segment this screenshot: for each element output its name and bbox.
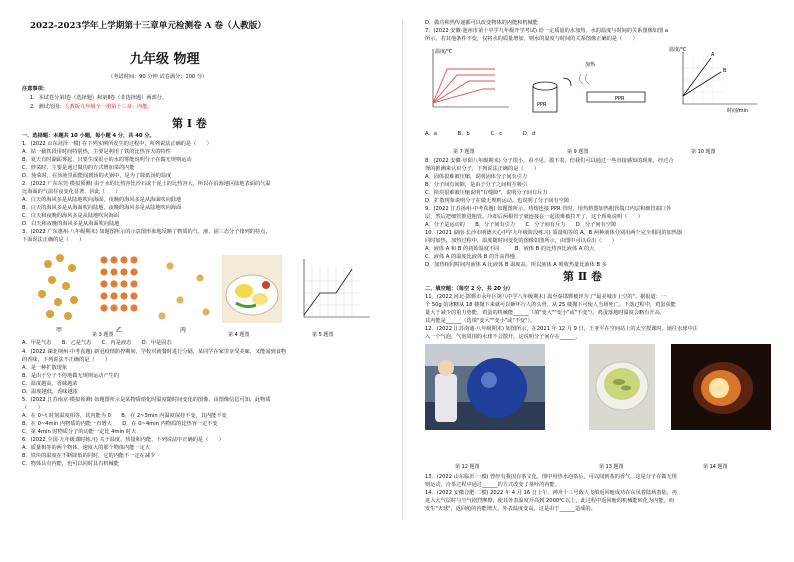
figure-label-yi: 乙 xyxy=(116,327,123,334)
fig5-caption: 第 5 题图 xyxy=(312,332,334,338)
q8-option-b: B．分子间有间隙，是由于分子之间相互吸引 xyxy=(425,182,528,188)
q7-stem: 7．(2022 安徽·池州市第十中学九年级开学考试) 给一定质量的水加热，水的温度与时间的关系图像如图 a xyxy=(425,28,669,34)
molecule-figure xyxy=(30,244,220,336)
molecule-group-c xyxy=(158,262,209,319)
q3-stem: 3．(2022 广东惠州·八年级期末) 如题图所示的示意图形象地反映了物质的气、液、固三态分子排列的特点， xyxy=(22,229,271,235)
fig7-caption: 第 7 题图 xyxy=(453,149,475,155)
series-label-b: B xyxy=(723,68,727,74)
q3-options: A．甲是气态 B．乙是气态 C．丙是液态 D．甲是固态 xyxy=(22,340,172,346)
figure-label-jia: 甲 xyxy=(56,327,63,334)
q4-option-c: C．温度越高，香味越浓 xyxy=(22,381,78,387)
q4-option-b: B．是由于分子不停地做无规则运动产生的 xyxy=(22,373,119,379)
q12-line-1: 12．(2022 江苏南通·八年级期末) 如图所示，在2021 年 12 月 9 日，王亚平在空间站上的太空授课时，她往水球中注 xyxy=(425,326,698,332)
heat-label: 加热 xyxy=(585,62,596,68)
fig12-caption: 第 12 题图 xyxy=(455,464,480,470)
q8-stem: 8．(2022 安徽·阜阳八年级期末) 分子很小，看不见、摸不着，但我们可以通过一些直接感知的现象，经过合 xyxy=(425,158,674,164)
q8-option-d: D．扩散现象说明分子在做无规则运动，也说明了分子间有空隙 xyxy=(425,198,570,204)
q4-stem-2: 的香味，下列说法不正确的是（ ） xyxy=(22,357,111,363)
tea-cup-photo xyxy=(589,344,655,430)
note-1: 1．本试卷分第Ⅰ卷（选择题）和第Ⅱ卷（非选择题）两部分。 xyxy=(30,95,168,101)
fig4-caption: 第 4 题图 xyxy=(228,332,250,338)
q14-line-3: 发生"火球"，返回舱的内能增大，外表温度变高，这是由于______造成的。 xyxy=(425,506,596,512)
q5-stem: 5．(2022 江苏南京·模拟预测) 如题图所示是某物质熔化时温度随时间变化的图像，由图像信息可知，此物质 xyxy=(22,397,271,403)
q10-option-ab: A．液体 A 和 B 的初始温度不同 B．液体 B 的比热容比液体 A 的大 xyxy=(425,246,595,252)
q7-stem-2: 所示。若其他条件不变，仅将水的质量增加，则水的温度与时间的关系图像正确的是（ ） xyxy=(425,36,638,42)
q4-option-a: A．是一种扩散现象 xyxy=(22,365,68,371)
q6-option-a: A．质量相等的两个物体，速度大的那个物体内能一定大 xyxy=(22,445,151,451)
q10-stem: 10．(2021 湖南·长沙市明德天心中学九年级阶段练习) 质量相等的 A、B 两种液体分别用两个完全相同的加热器 xyxy=(425,230,683,236)
q7-options: A．a B．b C．c D．d xyxy=(425,131,536,137)
q11-line-3: 量大于减少的重力势能，鸡蛋的机械能______（填"变大""变小"或"不变"）。鸡蛋落地时温度会略有升高， xyxy=(425,310,665,316)
exam-title: 2022-2023学年上学期第十三章单元检测卷 A 卷（人教版） xyxy=(30,21,266,31)
note-2: 2．测试范围：人教版九年级全一册第十三章：内能。 xyxy=(30,104,153,110)
astronaut-water-ball-photo xyxy=(425,344,545,430)
q5-option-a: A．在 0~t 时刻温度相等，其内能为 0 B．在 2~3min 内温度保持不变，其内能不变 xyxy=(22,413,227,419)
q8-option-a: A．固体很难被压缩，说明固体分子间有引力 xyxy=(425,174,528,180)
q6-option-b: B．铁块的温度在不断降低的同时，它的内能不一定在减少 xyxy=(22,453,156,459)
series-label-a: A xyxy=(711,52,715,58)
q5-stem-2: （ ） xyxy=(22,405,43,411)
q14-line-2: 进入大气层时与空气剧烈摩擦，使其外表温度升高到 2000℃以上，此过程中返回舱的机械能转化为内能，而 xyxy=(425,498,674,504)
melting-graph xyxy=(292,255,372,327)
reentry-fireball-photo xyxy=(671,344,771,430)
fig10-graph xyxy=(667,44,767,120)
part1-title: 第 Ⅰ 卷 xyxy=(172,117,207,130)
q12-line-2: 入一个气泡，气泡周围的水球不会散开，这说明分子间存在______。 xyxy=(425,334,581,340)
q3-stem-2: 下面说法正确的是（ ） xyxy=(22,237,85,243)
notes-label: 注意事项： xyxy=(22,86,48,92)
molecule-group-a xyxy=(38,254,78,320)
part2-title: 第 Ⅱ 卷 xyxy=(563,270,602,283)
test-scope: 人教版九年级全一册第十三章：内能。 xyxy=(64,104,153,110)
q13-line-1: 13．(2022 山东临沂·一模) 曾经有我国有茶文化，图中用热水泡茶后，可以闻到茶的香气，这是分子在做无规 xyxy=(425,474,677,480)
part1-intro: 一、选择题：本题共 10 小题，每小题 4 分，共 40 分。 xyxy=(22,133,155,139)
q5-option-c: C．第 4min 时物质分子的动能一定比 4min 时大 xyxy=(22,429,137,435)
q10-option-c: C．液体 A 的温度比液体 B 的升高得慢 xyxy=(425,254,515,260)
q1-option-b: B．夏天有时湖面雾起，只要生成很小的水的雾能说明分子在做无规则运动 xyxy=(22,157,192,163)
q4-stem: 4．(2022 湖北荆州·中考真题) 新冠疫情防控期间，学校对就餐时进行分隔，某同学在家里享受美味，又能闻到食物 xyxy=(22,349,287,355)
fig7-axis-label: 温度/℃ xyxy=(435,49,453,55)
q9-options: A．分子是运动的 B．分子间有引力 C．分子间有斥力 D．分子间有空隙 xyxy=(425,222,617,228)
q2-option-a: A．白天的海风多是从陆地吹向海面，夜晚的海风多是从海面吹向陆地 xyxy=(22,197,182,203)
q8-stem-2: 理的推测来认识分子，下列说法正确的是（ ） xyxy=(425,166,540,172)
fig10-y-label: 温度/℃ xyxy=(669,47,687,53)
q1-option-a: A．钻一截铁段用时间特别热，主要是利用了铁的比热容大的特性 xyxy=(22,149,171,155)
fig7-graph xyxy=(425,45,513,117)
part2-intro: 二、填空题：（每空 2 分，共 20 分） xyxy=(425,286,514,292)
fig13-caption: 第 13 题图 xyxy=(599,464,624,470)
q8-option-c: C．铅块很难被压缩说明"有缝隙"，说明分子间有斥力 xyxy=(425,190,548,196)
q2-option-b: B．白天的海风多是从海面吹向陆地，夜晚的海风多是从陆地吹向海面 xyxy=(22,205,182,211)
q5-option-b: B．在 0~4min 内物质的内能一直增大 D．在 0~4min 内物质的比热容一定不变 xyxy=(22,421,218,427)
q9-stem: 9．(2022 江苏扬州·中考真题) 如题图所示，热熔连接 PPR 管时，用热熔器加热粗管端口内层和细管端口外 xyxy=(425,206,672,212)
fig3-caption: 第 3 题图 xyxy=(92,332,114,338)
q11-line-1: 11．(2022 河北·邯郸市永年区第八中学八年级期末) 嵩至秦邯郸被评为了"最美城市上空的"。据报道：一 xyxy=(425,294,667,300)
q9-stem-2: 层，然后把细管推进粗管，冷却后两根管子就连接在一起很难被拉开了，这个现象说明（ ） xyxy=(425,214,643,220)
q2-stem-2: 比海面的气温昼夜变化显著，因此（ ） xyxy=(22,189,121,195)
q11-line-2: 个 50g 的冰糖从 18 楼抛下来就可以砸坏行人的头骨，从 25 楼抛下可使人当场死亡。下落过程中，鸡蛋获能 xyxy=(425,302,676,308)
ppr-label-1: PPR xyxy=(537,102,547,108)
figure-label-bing: 丙 xyxy=(180,327,187,334)
exam-meta: （考试时间：90 分钟 试卷满分：100 分） xyxy=(108,74,208,80)
fig9-caption: 第 9 题图 xyxy=(567,149,589,155)
q13-line-2: 则运动，冷茶过程中通过______的方式改变了茶叶的内能。 xyxy=(425,482,560,488)
q2-option-c: C．白天和夜晚的海风多是从陆地吹向海面 xyxy=(22,213,119,219)
ppr-label-2: PPR xyxy=(615,96,625,102)
q6-option-d: D．做功和热传递都可以改变物体的内能和机械能 xyxy=(425,20,538,26)
q1-stem: 1．(2022 山东菏泽一模) 在下列实例所发生的过程中，所列说法正确的是（ ） xyxy=(22,141,212,147)
q10-option-d: D．加热相同时间内液体 A 比液体 B 温度高，所以液体 A 吸收热量比液体 B 多 xyxy=(425,262,607,268)
q14-line-1: 14．(2022 安徽合肥·二模) 2022 年 4 月 16 日上午，神舟十三号载人飞船返回舱成功在东风着陆场着陆，再 xyxy=(425,490,678,496)
ppr-pipe-figure xyxy=(527,56,657,122)
q10-stem-2: 同时加热，加热过程中，温度随时间变化的图像如图所示，由图中可以看出（ ） xyxy=(425,238,617,244)
q1-option-d: D．炖菜时，在汤液里面能闻到汤的火锅中，是为了降低汤的温度 xyxy=(22,173,172,179)
q11-line-4: 其内能是______（选填"变大""变小"或"不变"）。 xyxy=(425,318,536,324)
fig14-caption: 第 14 题图 xyxy=(703,464,728,470)
fig10-x-label: 时间/min xyxy=(727,108,749,114)
q4-option-d: D．温度越低，香味越浓 xyxy=(22,389,78,395)
q1-option-c: C．炒菜时，主要是通过做功的方式增加菜的内能 xyxy=(22,165,135,171)
food-photo xyxy=(222,255,282,323)
molecule-group-b xyxy=(100,256,137,311)
q6-option-c: C．物体具有内能，也可以同时具有机械能 xyxy=(22,461,119,467)
column-divider xyxy=(402,20,403,520)
q2-stem: 2．(2022 广东东莞·模拟预测) 由于水的比热容比沙石或干泥土的比热容大，所以在沿海地区陆地表面的气温 xyxy=(22,181,271,187)
subject-title: 九年级 物理 xyxy=(130,52,200,67)
q2-option-d: D．白天和夜晚的海风多是从海面吹向陆地 xyxy=(22,221,120,227)
q6-stem: 6．(2022 全国·九年级课时练习) 关于温度、热量和内能，下列说法中正确的是（ ） xyxy=(22,437,224,443)
fig10-caption: 第 10 题图 xyxy=(691,149,716,155)
